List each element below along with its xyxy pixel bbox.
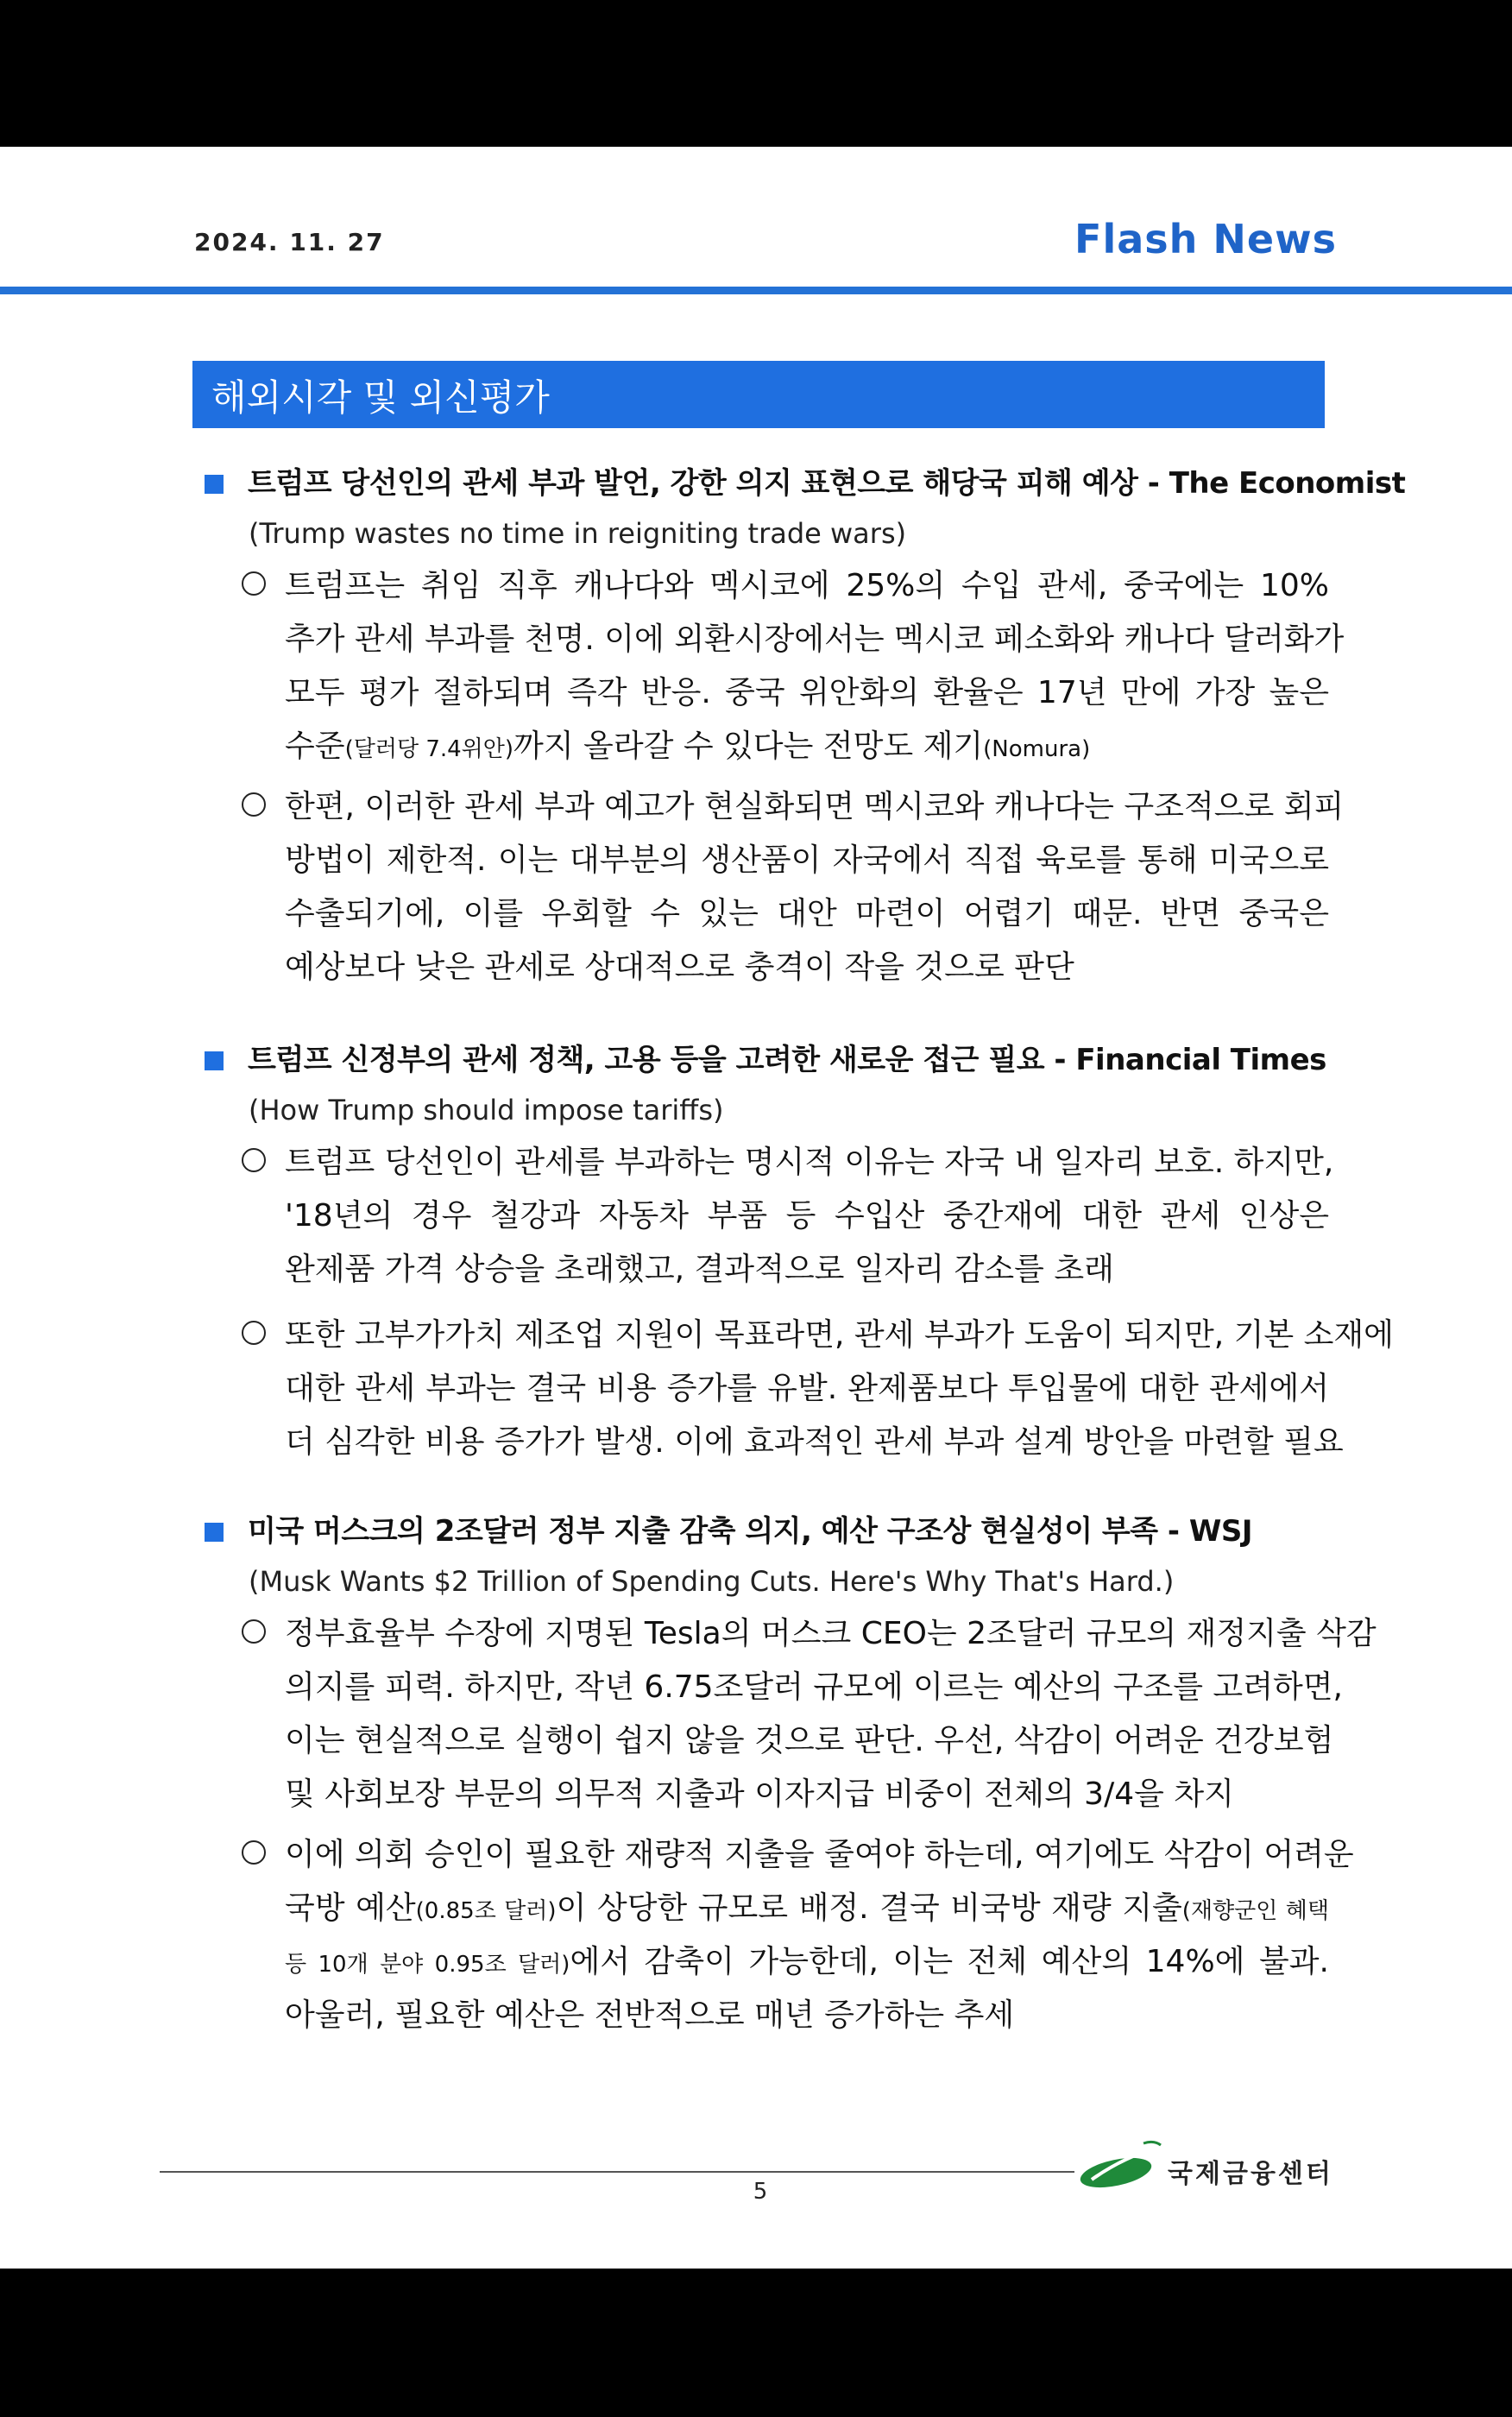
page-number: 5 (753, 2179, 768, 2205)
paragraph-line: '18년의 경우 철강과 자동차 부품 등 수입산 중간재에 대한 관세 인상은 (285, 1198, 1329, 1234)
org-name: 국제금융센터 (1168, 2159, 1333, 2189)
circle-bullet-icon (242, 571, 266, 596)
document-page (0, 147, 1512, 2269)
report-date: 2024. 11. 27 (194, 228, 385, 256)
topic-source-title: (Trump wastes no time in reigniting trade wars) (249, 517, 907, 550)
circle-bullet-icon (242, 792, 266, 817)
paragraph-line: 추가 관세 부과를 천명. 이에 외환시장에서는 멕시코 페소화와 캐나다 달러화가 (285, 622, 1345, 657)
line-segment: 까지 올라갈 수 있다는 전망도 제기 (513, 729, 984, 764)
line-segment: 에서 감축이 가능한데, 이는 전체 예산의 14%에 불과. (570, 1944, 1329, 1979)
circle-bullet-icon (242, 1321, 266, 1345)
header-rule (0, 287, 1512, 294)
paragraph-line: 완제품 가격 상승을 초래했고, 결과적으로 일자리 감소를 초래 (285, 1252, 1114, 1287)
paragraph-line: 트럼프는 취임 직후 캐나다와 멕시코에 25%의 수입 관세, 중국에는 10% (285, 568, 1329, 603)
report-brand: Flash News (1074, 216, 1337, 262)
paragraph-line: 및 사회보장 부문의 의무적 지출과 이자지급 비중이 전체의 3/4을 차지 (285, 1776, 1234, 1812)
topic-headline-text: 미국 머스크의 2조달러 정부 지출 감축 의지, 예산 구조상 현실성이 부족 - WSJ (248, 1514, 1252, 1549)
line-segment: 수준 (285, 729, 345, 764)
circle-bullet-icon (242, 1840, 266, 1865)
paragraph-line: 예상보다 낮은 관세로 상대적으로 충격이 작을 것으로 판단 (285, 950, 1074, 985)
topic-headline-text: 트럼프 신정부의 관세 정책, 고용 등을 고려한 새로운 접근 필요 - Financial Times (248, 1043, 1326, 1077)
square-bullet-icon (205, 1051, 224, 1070)
paragraph-line: 수출되기에, 이를 우회할 수 있는 대안 마련이 어렵기 때문. 반면 중국은 (285, 896, 1329, 931)
paragraph-line: 이에 의회 승인이 필요한 재량적 지출을 줄여야 하는데, 여기에도 삭감이 어려운 (285, 1837, 1354, 1872)
paragraph-line (285, 720, 1329, 773)
paragraph-line (285, 1882, 1329, 1935)
paragraph-line: 또한 고부가가치 제조업 지원이 목표라면, 관세 부과가 도움이 되지만, 기본 소재에 (285, 1317, 1394, 1353)
paragraph-line: 방법이 제한적. 이는 대부분의 생산품이 자국에서 직접 육로를 통해 미국으로 (285, 842, 1329, 878)
paragraph-line: 더 심각한 비용 증가가 발생. 이에 효과적인 관세 부과 설계 방안을 마련할 필요 (285, 1424, 1344, 1460)
paragraph-line: 정부효율부 수장에 지명된 Tesla의 머스크 CEO는 2조달러 규모의 재정지출 삭감 (285, 1616, 1377, 1651)
square-bullet-icon (205, 475, 224, 494)
topic-source-title: (Musk Wants $2 Trillion of Spending Cuts. Here's Why That's Hard.) (249, 1565, 1175, 1598)
section-title: 해외시각 및 외신평가 (211, 376, 550, 419)
leaf-logo-icon (1074, 2136, 1169, 2197)
topic-headline-text: 트럼프 당선인의 관세 부과 발언, 강한 의지 표현으로 해당국 피해 예상 - The Economist (248, 466, 1406, 501)
line-segment: (달러당 7.4위안) (344, 736, 514, 762)
line-segment: 이 상당한 규모로 배정. 결국 비국방 재량 지출 (556, 1890, 1182, 1926)
paragraph-line: 트럼프 당선인이 관세를 부과하는 명시적 이유는 자국 내 일자리 보호. 하지만, (285, 1145, 1334, 1180)
topic-headline (205, 458, 1406, 509)
paragraph-line: 모두 평가 절하되며 즉각 반응. 중국 위안화의 환율은 17년 만에 가장 높은 (285, 675, 1329, 710)
line-segment: 등 10개 분야 0.95조 달러) (285, 1952, 570, 1978)
topic-headline (205, 1505, 1326, 1557)
circle-bullet-icon (242, 1619, 266, 1644)
paragraph-line: 대한 관세 부과는 결국 비용 증가를 유발. 완제품보다 투입물에 대한 관세에서 (285, 1371, 1329, 1406)
line-segment: (0.85조 달러) (415, 1898, 557, 1924)
topic-source-title: (How Trump should impose tariffs) (249, 1094, 724, 1126)
paragraph-line (285, 1935, 1329, 1989)
paragraph-line: 의지를 피력. 하지만, 작년 6.75조달러 규모에 이르는 예산의 구조를 고려하면, (285, 1669, 1343, 1705)
line-segment: (재향군인 혜택 (1181, 1898, 1330, 1924)
paragraph-line: 이는 현실적으로 실행이 쉽지 않을 것으로 판단. 우선, 삭감이 어려운 건강보험 (285, 1723, 1334, 1758)
square-bullet-icon (205, 1523, 224, 1542)
topic-headline (205, 1034, 1326, 1086)
line-segment: 국방 예산 (285, 1890, 416, 1926)
paragraph-line: 아울러, 필요한 예산은 전반적으로 매년 증가하는 추세 (285, 1997, 1015, 2033)
circle-bullet-icon (242, 1148, 266, 1172)
footer-rule (160, 2171, 1074, 2173)
section-header (192, 361, 1325, 428)
org-logo (1074, 2136, 1333, 2197)
line-segment: (Nomura) (983, 736, 1091, 762)
paragraph-line: 한편, 이러한 관세 부과 예고가 현실화되면 멕시코와 캐나다는 구조적으로 회피 (285, 789, 1345, 824)
